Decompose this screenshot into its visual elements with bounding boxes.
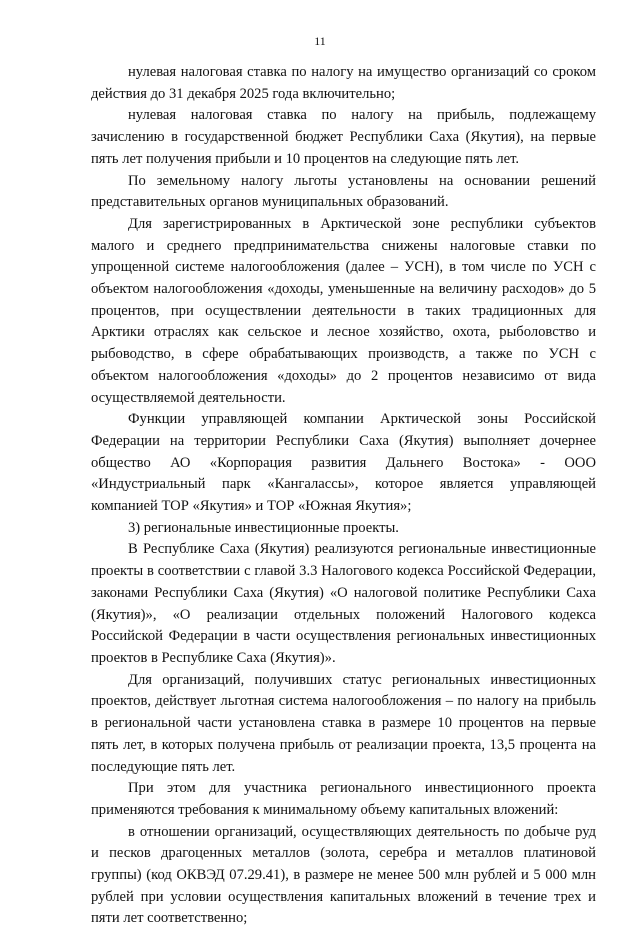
paragraph-land-tax: По земельному налогу льготы установлены на основании решений представительных органов муниципальных образований. [91,172,596,211]
page-number: 11 [314,34,326,48]
page-body [91,62,596,930]
paragraph-management-company: Функции управляющей компании Арктической зоны Российской Федерации на территории Республики Саха (Якутия) выполняет дочернее общество АО «Корпорация развития Дальнего Востока» - ООО «Индустриальный парк «Кангаласcы», которое является управляющей компанией ТОР «Якутия» и ТОР «Южная Якутия»; [91,411,596,515]
paragraph-profit-tax-rate: нулевая налоговая ставка по налогу на прибыль, подлежащему зачислению в государственной бюджет Республики Саха (Якутия), на первые пять лет получения прибыли и 10 процентов на следующие пять лет. [91,107,596,167]
paragraph-usn-rates: Для зарегистрированных в Арктической зоне республики субъектов малого и среднего предпринимательства снижены налоговые ставки по упрощенной системе налогообложения (далее – УСН), в том числе по УСН с объектом налогообложения «доходы, уменьшенные на величину расходов» до 5 процентов, при осуществлении деятельности в таких традиционных для Арктики отраслях как сельское и лесное хозяйство, охота, рыболовство и рыбоводство, в сфере обрабатывающих производств, а также по УСН с объектом налогообложения «доходы» до 2 процентов независимо от вида осуществляемой деятельности. [91,215,596,406]
paragraph-preferential-taxation: Для организаций, получивших статус региональных инвестиционных проектов, действует льготная система налогообложения – по налогу на прибыль в региональной части установлена ставка в размере 10 процентов на первые пять лет, в которых получена прибыль от реализации проекта, 13,5 процента на последующие пять лет. [91,671,596,775]
paragraph-regional-projects-law: В Республике Саха (Якутия) реализуются региональные инвестиционные проекты в соответствии с главой 3.3 Налогового кодекса Российской Федерации, законами Республики Саха (Якутия) «О налоговой политике Республики Саха (Якутия)», «О реализации отдельных положений Налогового кодекса Российской Федерации в части осуществления региональных инвестиционных проектов в Республике Саха (Якутия)». [91,541,596,666]
paragraph-capital-requirements: При этом для участника регионального инвестиционного проекта применяются требования к минимальному объему капитальных вложений: [91,780,596,818]
paragraph-regional-projects-heading: 3) региональные инвестиционные проекты. [128,519,399,536]
paragraph-precious-metals: в отношении организаций, осуществляющих деятельность по добыче руд и песков драгоценных металлов (золота, серебра и металлов платиновой группы) (код ОКВЭД 07.29.41), в размере не менее 500 млн рублей и 5 000 млн рублей при условии осуществления капитальных вложений в течение трех и пяти лет соответственно; [91,823,596,927]
paragraph-property-tax-rate: нулевая налоговая ставка по налогу на имущество организаций со сроком действия до 31 декабря 2025 года включительно; [91,64,596,102]
